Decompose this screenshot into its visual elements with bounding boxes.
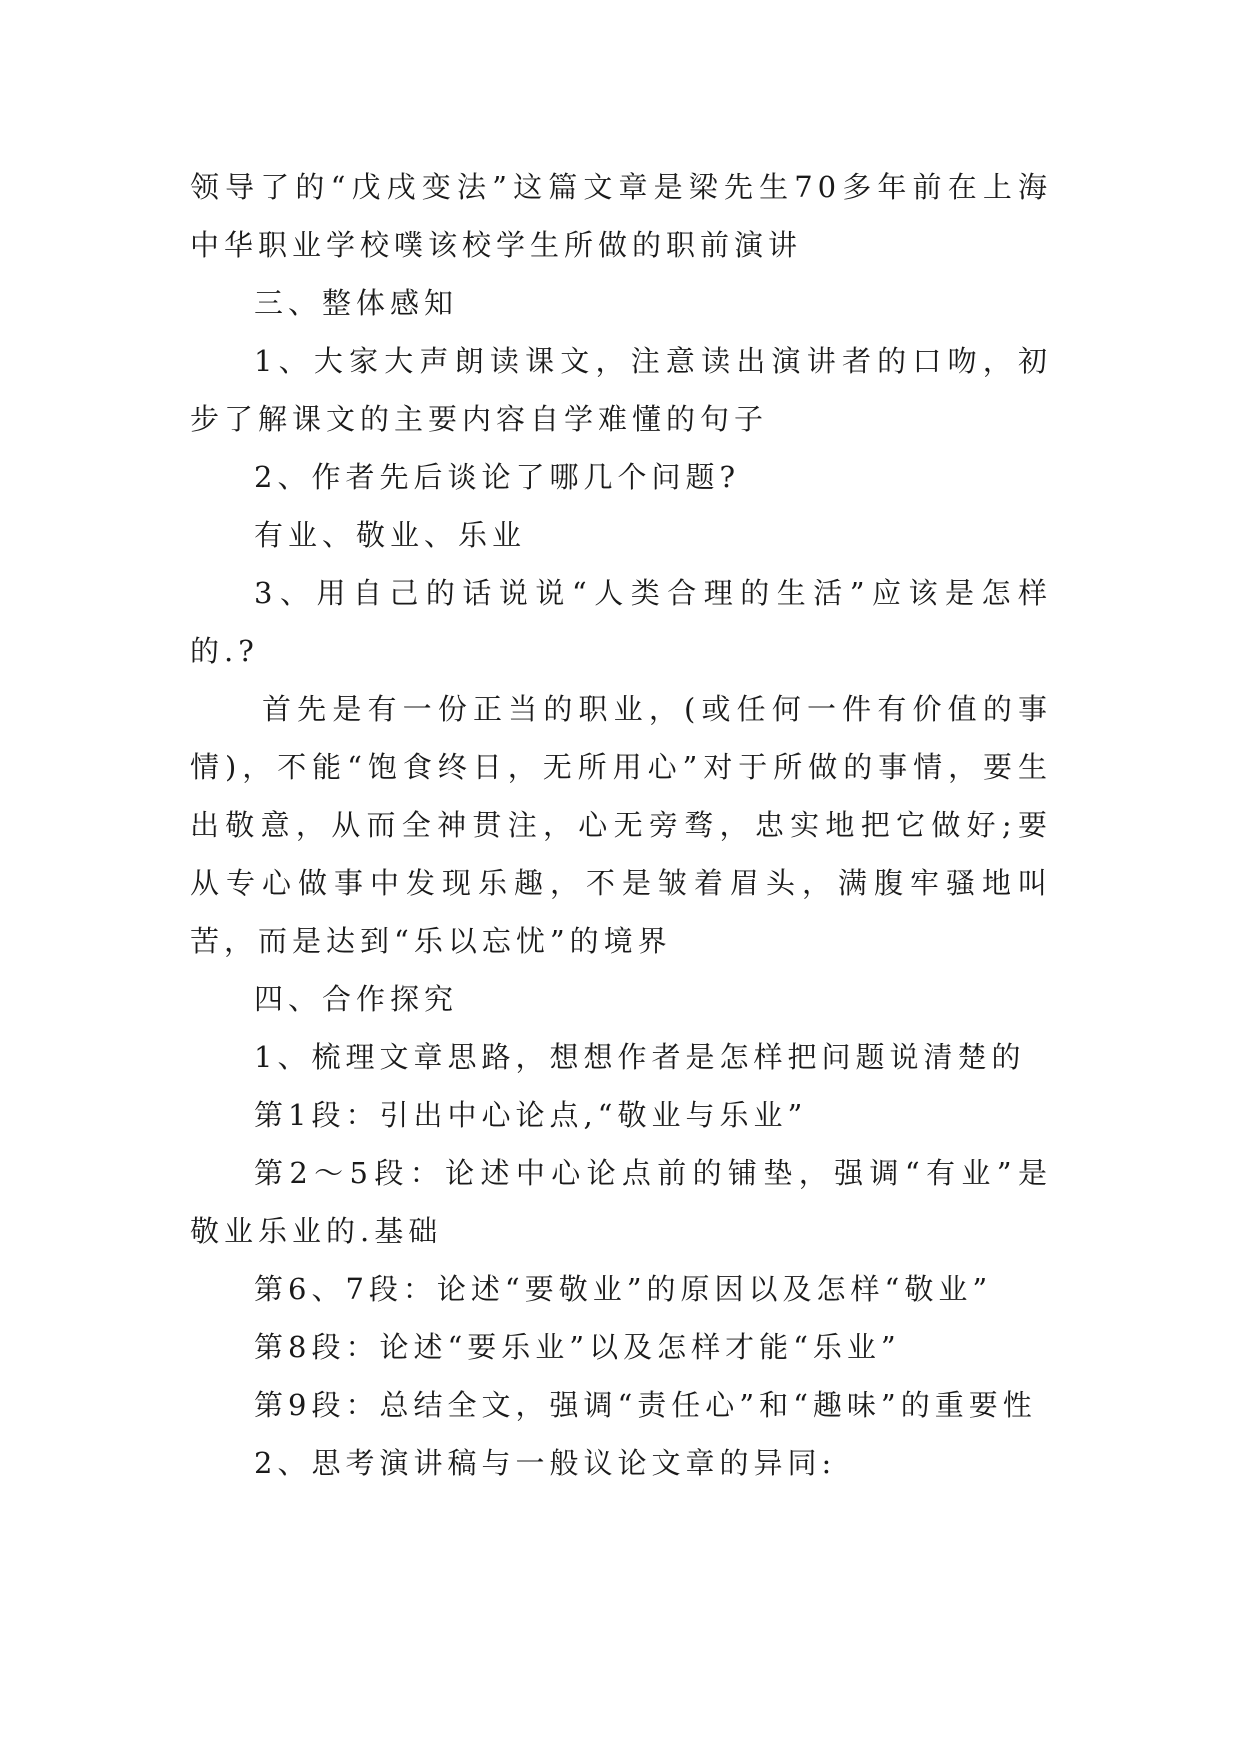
list-item-question-reasonable-life: 3、用自己的话说说“人类合理的生活”应该是怎样的.?: [190, 576, 1052, 668]
section-heading-overall-perception: 三、整体感知: [254, 286, 459, 320]
list-item-article-structure: 1、梳理文章思路，想想作者是怎样把问题说清楚的: [254, 1040, 1026, 1074]
paragraph-intro-continuation: 领导了的“戊戌变法”这篇文章是梁先生70多年前在上海中华职业学校噗该校学生所做的职前演讲: [190, 170, 1052, 262]
structure-paragraph-2-5: 第2～5段：论述中心论点前的铺垫，强调“有业”是敬业乐业的.基础: [190, 1156, 1052, 1248]
answer-topics: 有业、敬业、乐业: [254, 518, 527, 552]
structure-paragraph-1: 第1段：引出中心论点,“敬业与乐业”: [254, 1098, 808, 1132]
section-heading-cooperative-inquiry: 四、合作探究: [254, 982, 459, 1016]
document-body: [190, 158, 1052, 1492]
structure-paragraph-8: 第8段：论述“要乐业”以及怎样才能“乐业”: [254, 1330, 901, 1364]
structure-paragraph-6-7: 第6、7段：论述“要敬业”的原因以及怎样“敬业”: [254, 1272, 993, 1306]
list-item-question-topics: 2、作者先后谈论了哪几个问题?: [254, 460, 740, 494]
structure-paragraph-9: 第9段：总结全文，强调“责任心”和“趣味”的重要性: [254, 1388, 1037, 1422]
list-item-speech-vs-argument: 2、思考演讲稿与一般议论文章的异同:: [254, 1446, 837, 1480]
answer-reasonable-life: 首先是有一份正当的职业，(或任何一件有价值的事情)，不能“饱食终日，无所用心”对于所做的事情，要生出敬意，从而全神贯注，心无旁骛，忠实地把它做好;要从专心做事中发现乐趣，不是皱着眉头，满腹牢骚地叫苦，而是达到“乐以忘忧”的境界: [190, 692, 1052, 958]
list-item-read-aloud: 1、大家大声朗读课文，注意读出演讲者的口吻，初步了解课文的主要内容自学难懂的句子: [190, 344, 1052, 436]
